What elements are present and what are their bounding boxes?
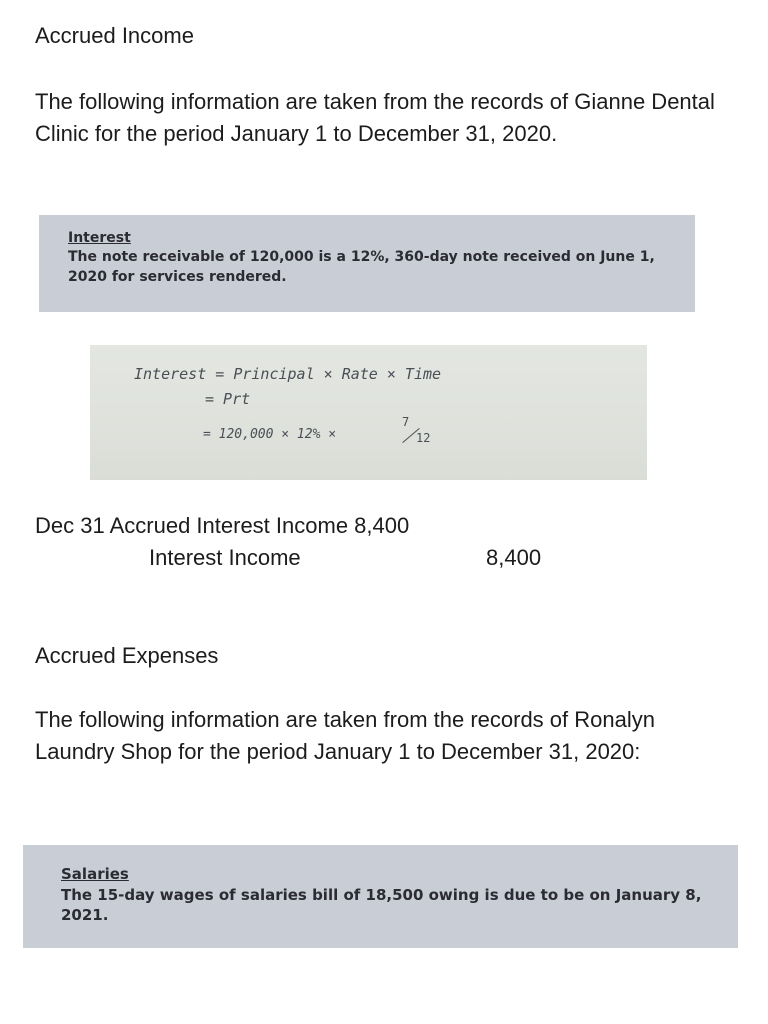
interest-panel-body: The note receivable of 120,000 is a 12%, 360-day note received on June 1, 2020 for services rendered.: [68, 249, 655, 285]
formula-line-3: = 120,000 × 12% ×: [203, 427, 337, 442]
journal-credit-amount: 8,400: [486, 545, 542, 570]
accrued-income-intro: The following information are taken from the records of Gianne Dental Clinic for the period January 1 to December 31, 2020.: [35, 89, 715, 146]
formula-line-2: = Prt: [205, 390, 251, 408]
journal-credit-account: Interest Income: [149, 545, 301, 570]
salaries-panel-title: Salaries: [61, 865, 129, 883]
formula-line-1: Interest = Principal × Rate × Time: [134, 365, 442, 383]
accrued-expenses-intro: The following information are taken from the records of Ronalyn Laundry Shop for the period January 1 to December 31, 2020:: [35, 707, 655, 764]
salaries-info-panel: [23, 845, 738, 948]
interest-formula-whiteboard: [90, 345, 647, 480]
interest-info-panel: [39, 215, 695, 312]
salaries-panel-body: The 15-day wages of salaries bill of 18,500 owing is due to be on January 8, 2021.: [61, 886, 702, 924]
fraction-numerator: 7: [402, 415, 410, 429]
interest-panel-title: Interest: [68, 230, 131, 246]
fraction-denominator: 12: [416, 431, 431, 445]
accrued-income-heading: Accrued Income: [35, 23, 194, 48]
accrued-expenses-heading: Accrued Expenses: [35, 643, 219, 668]
journal-debit-line: Dec 31 Accrued Interest Income 8,400: [35, 513, 410, 538]
